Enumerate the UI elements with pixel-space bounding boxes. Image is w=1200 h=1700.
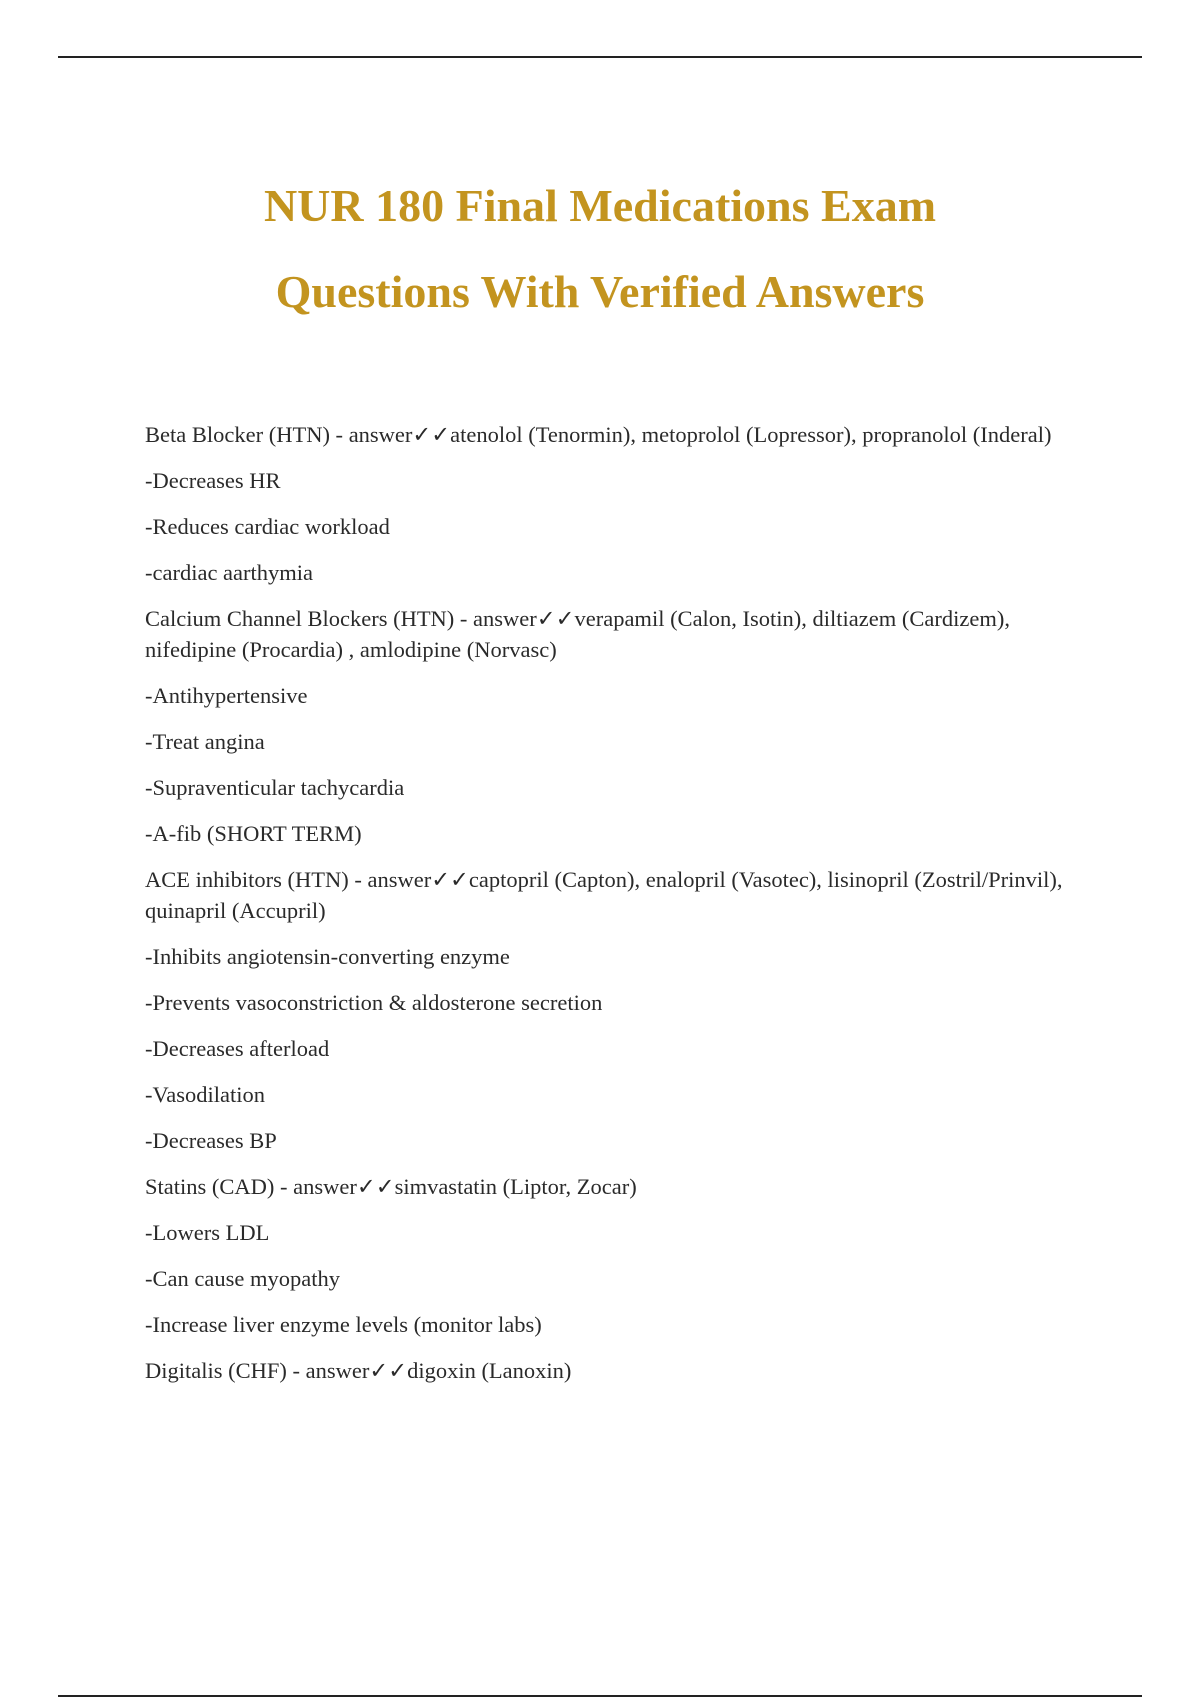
page-title xyxy=(0,163,1200,335)
answer-text: atenolol (Tenormin), metoprolol (Lopressor), propranolol (Inderal) xyxy=(450,422,1052,447)
question-term: ACE inhibitors (HTN) - xyxy=(145,867,368,892)
answer-text: digoxin (Lanoxin) xyxy=(407,1358,572,1383)
answer-point: -Decreases HR xyxy=(145,468,281,493)
answer-point: -Inhibits angiotensin-converting enzyme xyxy=(145,944,510,969)
answer-point: -Decreases BP xyxy=(145,1128,277,1153)
answer-point: -Supraventicular tachycardia xyxy=(145,775,405,800)
answer-point: -Can cause myopathy xyxy=(145,1266,340,1291)
title-line-1: NUR 180 Final Medications Exam xyxy=(263,180,937,231)
question-term: Statins (CAD) - xyxy=(145,1174,294,1199)
question-entry xyxy=(145,1171,1085,1202)
question-term: Digitalis (CHF) - xyxy=(145,1358,306,1383)
question-entry xyxy=(145,1355,1085,1386)
answer-point: -Decreases afterload xyxy=(145,1036,330,1061)
answer-marker: answer✓✓ xyxy=(348,422,451,447)
answer-point: -Lowers LDL xyxy=(145,1220,270,1245)
answer-marker: answer✓✓ xyxy=(293,1174,395,1199)
answer-point: -Vasodilation xyxy=(145,1082,265,1107)
answer-marker: answer✓✓ xyxy=(305,1358,408,1383)
question-entry xyxy=(145,864,1085,926)
question-term: Beta Blocker (HTN) - xyxy=(145,422,349,447)
answer-point: -Prevents vasoconstriction & aldosterone secretion xyxy=(145,990,603,1015)
answer-point: -Increase liver enzyme levels (monitor labs) xyxy=(145,1312,542,1337)
answer-point: -cardiac aarthymia xyxy=(145,560,314,585)
title-line-2: Questions With Verified Answers xyxy=(275,266,925,317)
answer-marker: answer✓✓ xyxy=(473,606,575,631)
answer-point: -Treat angina xyxy=(145,729,265,754)
answer-point: -Reduces cardiac workload xyxy=(145,514,390,539)
answer-text: captopril (Capton), enalopril (Vasotec), lisinopril (Zostril/Prinvil), quinapril (Accupril) xyxy=(145,867,1063,923)
answer-text: simvastatin (Liptor, Zocar) xyxy=(394,1174,637,1199)
footer-rule xyxy=(58,1695,1142,1697)
answer-marker: answer✓✓ xyxy=(367,867,469,892)
question-term: Calcium Channel Blockers (HTN) - xyxy=(145,606,474,631)
header-rule xyxy=(58,56,1142,58)
answer-point: -Antihypertensive xyxy=(145,683,308,708)
document-body xyxy=(145,415,1085,1401)
question-entry xyxy=(145,603,1085,665)
question-entry xyxy=(145,419,1085,450)
answer-text: verapamil (Calon, Isotin), diltiazem (Cardizem), nifedipine (Procardia) , amlodipine (Norvasc) xyxy=(145,606,1010,662)
answer-point: -A-fib (SHORT TERM) xyxy=(145,821,362,846)
